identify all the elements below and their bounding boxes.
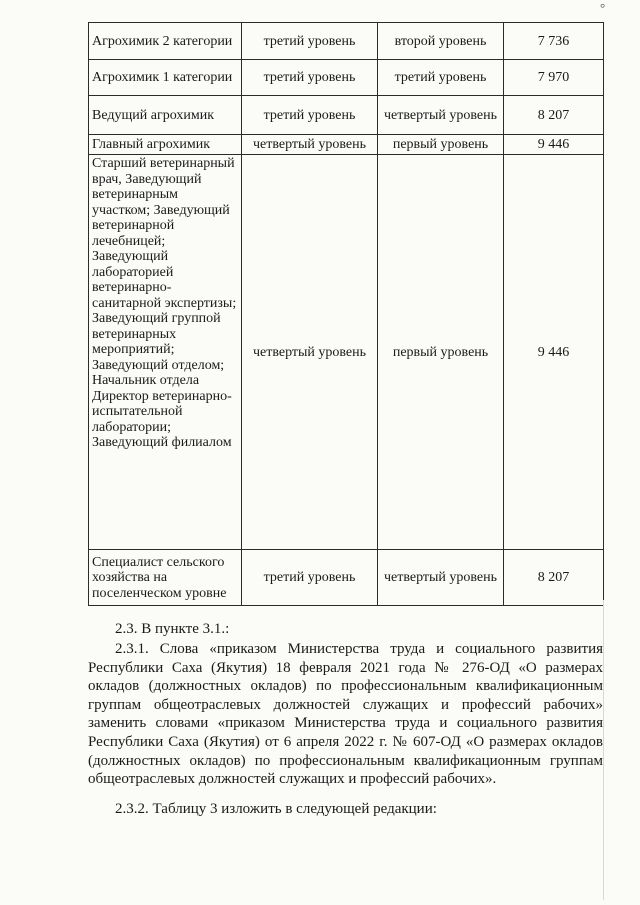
qualification-group-cell: третий уровень	[242, 60, 378, 96]
clause-2-3-1: 2.3.1. Слова «приказом Министерства труда и социального развития Республики Саха (Якутия) 18 февраля 2021 года № 276-ОД «О размерах окладов (должностных окладов) по профессиональным квалификационным группам общеотраслевых должностей служащих и профессий рабочих» заменить словами «приказом Министерства труда и социального развития Республики Саха (Якутия) от 6 апреля 2022 г. № 607-ОД «О размерах окладов (должностных окладов) по профессиональным квалификационным группам общеотраслевых должностей служащих и профессий рабочих».	[88, 641, 603, 788]
salary-cell: 8 207	[504, 550, 604, 606]
qualification-group-cell: третий уровень	[242, 23, 378, 60]
qualification-level-cell: первый уровень	[378, 135, 504, 155]
table-row	[89, 550, 604, 606]
qualification-group-cell: третий уровень	[242, 96, 378, 135]
qualification-level-cell: третий уровень	[378, 60, 504, 96]
position-cell: Ведущий агрохимик	[89, 96, 242, 135]
clause-2-3: 2.3. В пункте 3.1.:	[115, 621, 230, 637]
position-cell: Старший ветеринарный врач, Заведующий ветеринарным участком; Заведующий ветеринарной лечебницей; Заведующий лабораторией ветеринарно-санитарной экспертизы; Заведующий группой ветеринарных мероприятий; Заведующий отделом; Начальник отдела Директор ветеринарно-испытательной лаборатории; Заведующий филиалом	[89, 155, 242, 550]
qualification-level-cell: второй уровень	[378, 23, 504, 60]
position-cell: Агрохимик 1 категории	[89, 60, 242, 96]
qualification-group-cell: четвертый уровень	[242, 135, 378, 155]
clause-2-3-2: 2.3.2. Таблицу 3 изложить в следующей редакции:	[115, 801, 437, 817]
salary-cell: 9 446	[504, 155, 604, 550]
scan-margin-line	[603, 600, 604, 900]
salary-table	[88, 22, 604, 606]
qualification-level-cell: четвертый уровень	[378, 96, 504, 135]
table-row	[89, 60, 604, 96]
qualification-level-cell: четвертый уровень	[378, 550, 504, 606]
position-cell: Агрохимик 2 категории	[89, 23, 242, 60]
salary-cell: 8 207	[504, 96, 604, 135]
salary-cell: 9 446	[504, 135, 604, 155]
qualification-group-cell: третий уровень	[242, 550, 378, 606]
position-cell: Специалист сельского хозяйства на поселенческом уровне	[89, 550, 242, 606]
salary-cell: 7 970	[504, 60, 604, 96]
table-row	[89, 155, 604, 550]
salary-cell: 7 736	[504, 23, 604, 60]
qualification-group-cell: четвертый уровень	[242, 155, 378, 550]
qualification-level-cell: первый уровень	[378, 155, 504, 550]
position-cell: Главный агрохимик	[89, 135, 242, 155]
table-row	[89, 96, 604, 135]
table-row	[89, 23, 604, 60]
table-row	[89, 135, 604, 155]
top-corner-mark: °	[600, 0, 606, 15]
